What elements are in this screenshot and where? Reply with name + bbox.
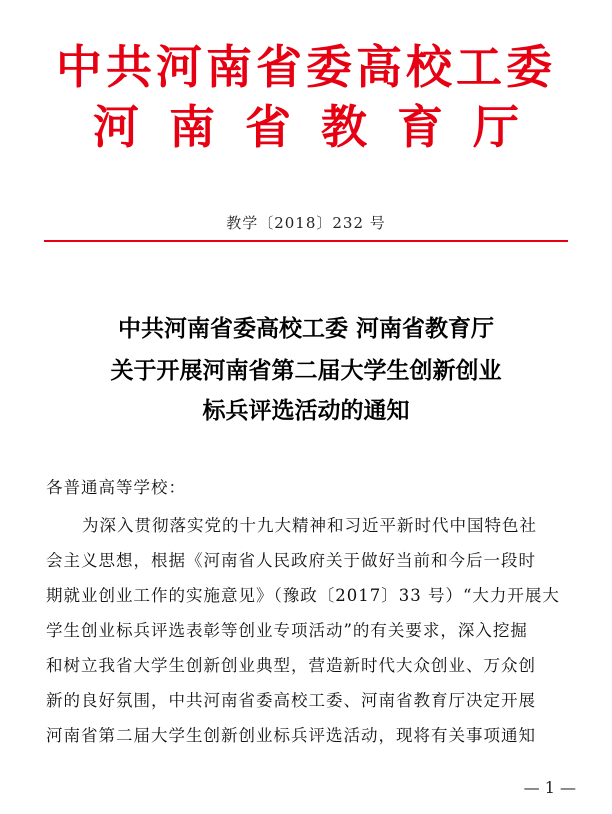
document-number: 教学〔2018〕232 号 xyxy=(226,214,386,232)
issuer-name-line1: 中共河南省委高校工委 xyxy=(56,40,556,94)
issuer-name-line2: 河南省教育厅 xyxy=(93,100,549,154)
body-paragraph-line: 河南省第二届大学生创新创业标兵评选活动，现将有关事项通知 xyxy=(46,726,536,745)
body-paragraph-line: 学生创业标兵评选表彰等创业专项活动”的有关要求，深入挖掘 xyxy=(46,621,528,640)
document-title-line1: 中共河南省委高校工委 河南省教育厅 xyxy=(117,315,494,342)
body-paragraph-line: 和树立我省大学生创新创业典型，营造新时代大众创业、万众创 xyxy=(46,656,536,675)
document-title-line2: 关于开展河南省第二届大学生创新创业 xyxy=(110,357,502,384)
red-divider-line xyxy=(44,240,568,242)
body-paragraph-line: 期就业创业工作的实施意见》（豫政〔2017〕33 号）“大力开展大 xyxy=(46,586,560,605)
document-title-line3: 标兵评选活动的通知 xyxy=(202,397,410,424)
body-paragraph-line: 新的良好氛围，中共河南省委高校工委、河南省教育厅决定开展 xyxy=(46,691,536,710)
body-paragraph-line: 为深入贯彻落实党的十九大精神和习近平新时代中国特色社 xyxy=(82,516,537,535)
salutation: 各普通高等学校： xyxy=(46,478,186,497)
body-paragraph-line: 会主义思想，根据《河南省人民政府关于做好当前和今后一段时 xyxy=(46,551,536,570)
page-number: — 1 — xyxy=(523,778,576,797)
